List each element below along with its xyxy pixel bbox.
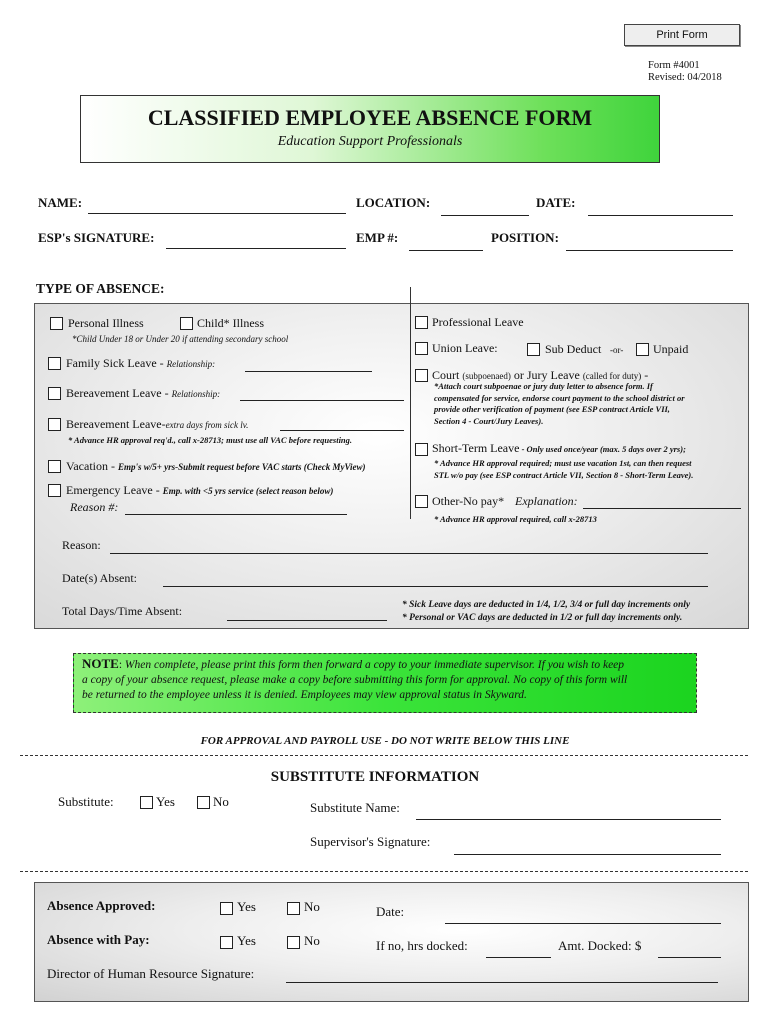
- note-text-3: be returned to the employee unless it is denied. Employees may view approval status in Skyward.: [82, 689, 527, 701]
- dates-absent-field[interactable]: [163, 586, 708, 587]
- emergency-checkbox[interactable]: [48, 484, 61, 497]
- name-field[interactable]: [88, 213, 346, 214]
- form-subtitle: Education Support Professionals: [277, 134, 463, 149]
- location-label: LOCATION:: [356, 195, 431, 210]
- director-signature-field[interactable]: [286, 982, 718, 983]
- approval-line-text: FOR APPROVAL AND PAYROLL USE - DO NOT WRITE BELOW THIS LINE: [200, 735, 570, 747]
- director-signature-label: Director of Human Resource Signature:: [47, 966, 255, 981]
- supervisor-signature-label: Supervisor's Signature:: [310, 834, 431, 849]
- signature-field[interactable]: [166, 248, 346, 249]
- approval-date-label: Date:: [376, 904, 405, 919]
- pay-yes-label: Yes: [237, 933, 256, 948]
- court-leave-checkbox[interactable]: [415, 369, 428, 382]
- hrs-docked-field[interactable]: [486, 957, 551, 958]
- vacation-checkbox[interactable]: [48, 460, 61, 473]
- pay-no-checkbox[interactable]: [287, 936, 300, 949]
- name-label: NAME:: [38, 195, 83, 210]
- family-sick-label: Family Sick Leave - Relationship:: [66, 356, 216, 370]
- bereavement-hr-note: * Advance HR approval req'd., call x-28713; must use all VAC before requesting.: [68, 435, 353, 445]
- family-sick-checkbox[interactable]: [48, 357, 61, 370]
- professional-leave-label: Professional Leave: [432, 315, 524, 329]
- approved-no-label: No: [304, 899, 320, 914]
- sub-deduct-label: Sub Deduct: [545, 342, 602, 356]
- personal-illness-label: Personal Illness: [68, 316, 144, 330]
- child-illness-label: Child* Illness: [197, 316, 265, 330]
- or-label: -or-: [610, 345, 624, 355]
- vac-note: * Personal or VAC days are deducted in 1/2 or full day increments only.: [402, 613, 683, 623]
- reason-label: Reason:: [62, 538, 101, 552]
- short-term-leave-checkbox[interactable]: [415, 443, 428, 456]
- location-field[interactable]: [441, 215, 529, 216]
- bereavement-relationship-field[interactable]: [240, 400, 404, 401]
- explanation-label: Explanation:: [515, 494, 578, 508]
- pay-no-label: No: [304, 933, 320, 948]
- emp-number-field[interactable]: [409, 250, 483, 251]
- bereavement-checkbox[interactable]: [48, 387, 61, 400]
- bereavement-extra-label: Bereavement Leave-extra days from sick lv.: [66, 417, 249, 431]
- approval-date-field[interactable]: [445, 923, 721, 924]
- court-leave-note: *Attach court subpoenae or jury duty letter to absence form. If compensated for service, endorse court payment to the school district or provide other verification of payment (see ESP contract Article VII, Section 4 - Court/Jury Leaves).: [434, 381, 685, 426]
- emergency-label: Emergency Leave - Emp. with <5 yrs service (select reason below): [66, 483, 334, 497]
- bereavement-label: Bereavement Leave - Relationship:: [66, 386, 221, 400]
- reason-number-label: Reason #:: [70, 500, 119, 514]
- short-term-note: * Advance HR approval required; must use vacation 1st, can then request STL w/o pay (see ESP contract Article VII, Section 8 - Short-Term Leave).: [434, 458, 694, 480]
- column-divider: [410, 287, 411, 519]
- date-label: DATE:: [536, 195, 576, 210]
- hr-divider: [20, 871, 748, 872]
- signature-label: ESP's SIGNATURE:: [38, 230, 155, 245]
- total-days-field[interactable]: [227, 620, 387, 621]
- bereavement-extra-field[interactable]: [280, 430, 404, 431]
- substitute-yes-checkbox[interactable]: [140, 796, 153, 809]
- other-no-pay-checkbox[interactable]: [415, 495, 428, 508]
- note-text-2: a copy of your absence request, please make a copy before submitting this form for approval. No copy of this form will: [82, 674, 628, 686]
- union-leave-label: Union Leave:: [432, 341, 498, 355]
- union-leave-checkbox[interactable]: [415, 342, 428, 355]
- substitute-no-label: No: [213, 794, 229, 809]
- form-number-block: [648, 60, 722, 84]
- family-relationship-field[interactable]: [245, 371, 372, 372]
- other-no-pay-note: * Advance HR approval required, call x-28713: [434, 514, 597, 524]
- approval-divider: [20, 755, 748, 756]
- pay-yes-checkbox[interactable]: [220, 936, 233, 949]
- substitute-label: Substitute:: [58, 794, 114, 809]
- type-of-absence-heading: TYPE OF ABSENCE:: [36, 281, 165, 296]
- vacation-label: Vacation - Emp's w/5+ yrs-Submit request before VAC starts (Check MyView): [66, 459, 366, 473]
- date-field[interactable]: [588, 215, 733, 216]
- position-label: POSITION:: [491, 230, 559, 245]
- print-form-button[interactable]: Print Form: [624, 24, 740, 46]
- note-text-1: When complete, please print this form then forward a copy to your immediate supervisor. If you wish to keep: [122, 659, 625, 671]
- personal-illness-checkbox[interactable]: [50, 317, 63, 330]
- form-title: CLASSIFIED EMPLOYEE ABSENCE FORM: [147, 105, 593, 130]
- form-number: Form #4001: [648, 60, 700, 71]
- child-illness-checkbox[interactable]: [180, 317, 193, 330]
- revised-date: Revised: 04/2018: [648, 72, 722, 83]
- approved-yes-checkbox[interactable]: [220, 902, 233, 915]
- substitute-yes-label: Yes: [156, 794, 175, 809]
- approved-no-checkbox[interactable]: [287, 902, 300, 915]
- note-box: NOTE: When complete, please print this form then forward a copy to your immediate supervisor. If you wish to keep a copy of your absence request, please make a copy before submitting this form for approval. No copy of this form will be returned to the employee unless it is denied. Employees may view approval status in Skyward.: [73, 653, 697, 713]
- explanation-field[interactable]: [583, 508, 741, 509]
- emp-number-label: EMP #:: [356, 230, 399, 245]
- professional-leave-checkbox[interactable]: [415, 316, 428, 329]
- other-no-pay-label: Other-No pay*: [432, 494, 505, 508]
- sick-leave-note: * Sick Leave days are deducted in 1/4, 1/2, 3/4 or full day increments only: [402, 600, 691, 610]
- amt-docked-label: Amt. Docked: $: [558, 938, 642, 953]
- court-leave-label: Court (subpoenaed) or Jury Leave (called for duty) -: [432, 368, 649, 382]
- short-term-leave-label: Short-Term Leave - Only used once/year (max. 5 days over 2 yrs);: [432, 441, 686, 455]
- amt-docked-field[interactable]: [658, 957, 721, 958]
- total-days-label: Total Days/Time Absent:: [62, 604, 183, 618]
- substitute-heading: SUBSTITUTE INFORMATION: [270, 769, 480, 785]
- substitute-name-label: Substitute Name:: [310, 800, 400, 815]
- substitute-no-checkbox[interactable]: [197, 796, 210, 809]
- hrs-docked-label: If no, hrs docked:: [376, 938, 468, 953]
- header-banner: [80, 95, 660, 163]
- bereavement-extra-checkbox[interactable]: [48, 418, 61, 431]
- absence-with-pay-label: Absence with Pay:: [47, 932, 150, 947]
- supervisor-signature-field[interactable]: [454, 854, 721, 855]
- sub-deduct-checkbox[interactable]: [527, 343, 540, 356]
- unpaid-label: Unpaid: [653, 342, 689, 356]
- dates-absent-label: Date(s) Absent:: [62, 571, 137, 585]
- position-field[interactable]: [566, 250, 733, 251]
- unpaid-checkbox[interactable]: [636, 343, 649, 356]
- absence-approved-label: Absence Approved:: [47, 898, 156, 913]
- reason-field[interactable]: [110, 553, 708, 554]
- reason-number-field[interactable]: [125, 514, 347, 515]
- deduction-notes: [402, 599, 690, 625]
- note-label: NOTE: [82, 656, 119, 671]
- substitute-name-field[interactable]: [416, 819, 721, 820]
- child-illness-note: *Child Under 18 or Under 20 if attending secondary school: [72, 334, 289, 344]
- approved-yes-label: Yes: [237, 899, 256, 914]
